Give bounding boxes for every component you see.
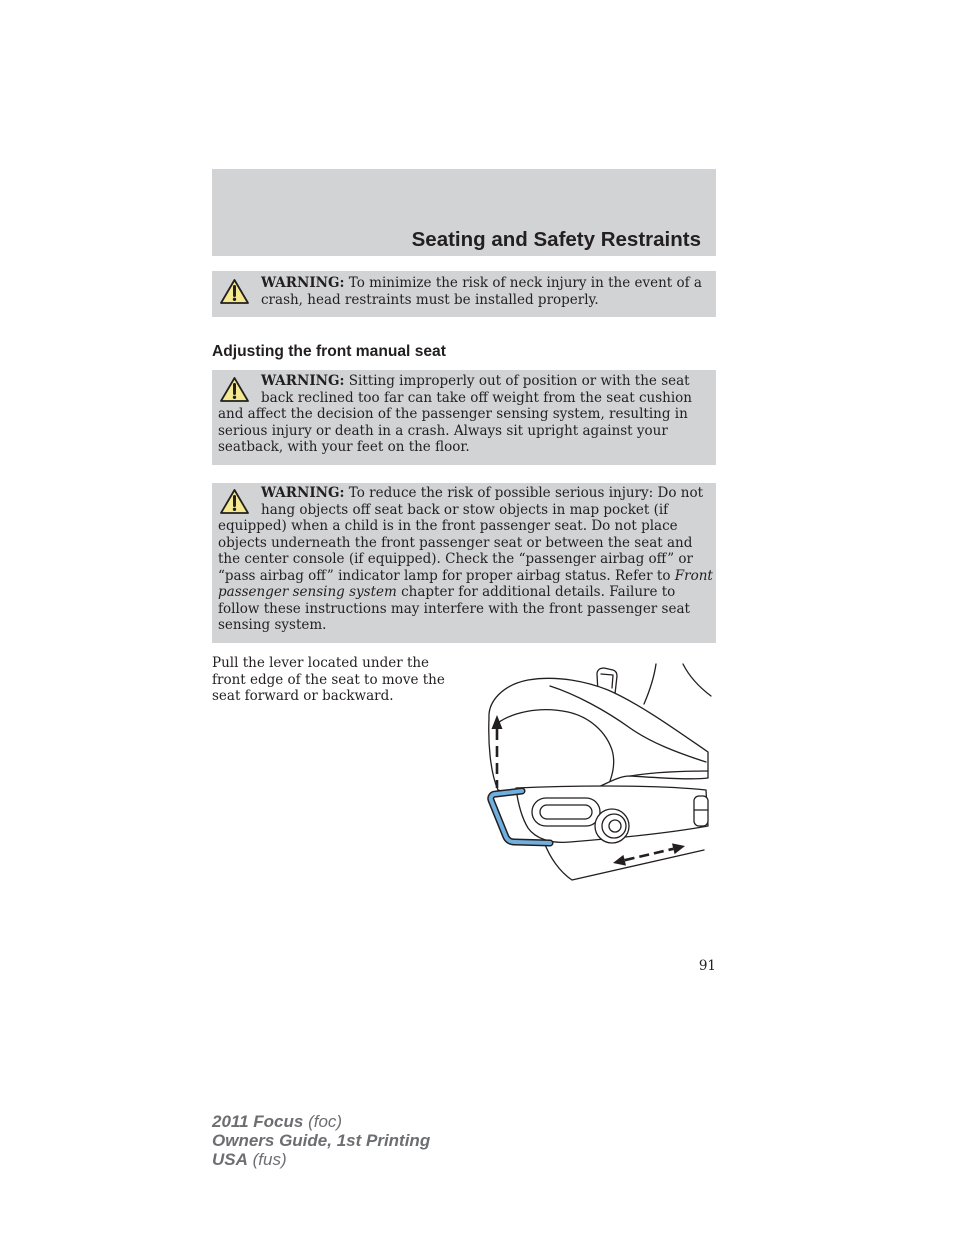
seat-back-outline <box>644 664 711 704</box>
warning-text-line: back reclined too far can take off weight from the seat cushion <box>261 389 692 406</box>
warning-text-line: the center console (if equipped). Check the “passenger airbag off” or <box>218 551 694 567</box>
subsection-heading: Adjusting the front manual seat <box>212 343 446 360</box>
footer-market-line <box>212 1150 430 1169</box>
warning-text-segment: “pass airbag off” indicator lamp for proper airbag status. Refer to <box>218 567 671 584</box>
warning-box-seating-position <box>212 370 716 465</box>
footer-model-line <box>212 1112 430 1131</box>
warning-text-line: equipped) when a child is in the front passenger seat. Do not place <box>218 518 678 534</box>
seat-cushion <box>489 678 708 796</box>
warning-text-line: objects underneath the front passenger seat or between the seat and <box>218 534 693 551</box>
warning-text-line: hang objects off seat back or stow objects in map pocket (if <box>261 501 669 518</box>
footer-publication-info <box>212 1112 430 1169</box>
section-title: Seating and Safety Restraints <box>411 228 701 251</box>
warning-text-segment: Sitting improperly out of position or with the seat <box>348 373 690 389</box>
footer-market: USA <box>212 1150 248 1169</box>
warning-label: WARNING: <box>261 373 345 389</box>
footer-market-code: (fus) <box>252 1150 287 1169</box>
warning-text-segment: chapter for additional details. Failure to <box>401 584 676 600</box>
track-slot <box>532 798 600 826</box>
warning-text <box>212 373 716 456</box>
chapter-reference: Front <box>674 567 713 584</box>
seat-adjustment-illustration <box>480 660 715 885</box>
warning-text-segment: To minimize the risk of neck injury in the event of a <box>348 275 702 291</box>
instruction-line: Pull the lever located under the <box>212 655 430 671</box>
warning-text-line <box>212 584 716 601</box>
warning-text-line <box>212 373 716 390</box>
recliner-knob <box>595 809 629 843</box>
chapter-reference: passenger sensing system <box>218 584 397 600</box>
instruction-line: seat forward or backward. <box>212 688 394 704</box>
page-number: 91 <box>698 958 716 974</box>
warning-text-line <box>212 485 716 502</box>
warning-box-passenger-seat-objects <box>212 483 716 643</box>
footer-model: 2011 Focus <box>212 1112 304 1131</box>
warning-text-line: serious injury or death in a crash. Always sit upright against your <box>218 422 668 439</box>
warning-label: WARNING: <box>261 485 345 501</box>
warning-label: WARNING: <box>261 275 345 291</box>
warning-text-line <box>212 568 716 585</box>
section-header-bar <box>212 169 716 256</box>
warning-text <box>212 275 716 308</box>
seat-end-cap <box>694 796 708 826</box>
footer-edition: Owners Guide, 1st Printing <box>212 1131 431 1150</box>
warning-box-neck-injury <box>212 271 716 317</box>
warning-text-line <box>212 275 716 292</box>
warning-text-line: seatback, with your feet on the floor. <box>218 439 470 455</box>
warning-text-line: follow these instructions may interfere with the front passenger seat <box>218 600 690 617</box>
warning-text-segment: To reduce the risk of possible serious injury: Do not <box>348 485 703 501</box>
warning-text-line: crash, head restraints must be installed properly. <box>261 291 599 308</box>
instruction-text <box>212 655 445 705</box>
warning-text <box>212 485 716 634</box>
warning-text-line: sensing system. <box>218 617 327 633</box>
footer-edition-line <box>212 1131 430 1150</box>
instruction-line: front edge of the seat to move the <box>212 671 445 688</box>
footer-model-code: (foc) <box>308 1112 343 1131</box>
warning-text-line: and affect the decision of the passenger sensing system, resulting in <box>218 406 688 422</box>
